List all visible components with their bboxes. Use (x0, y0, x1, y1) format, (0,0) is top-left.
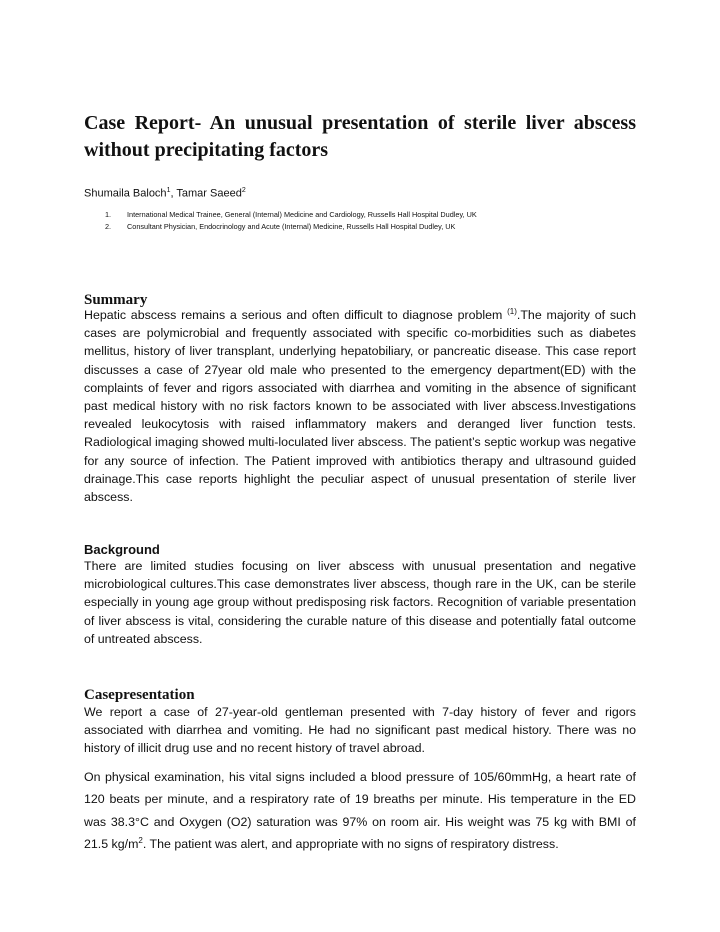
citation-reference: (1) (507, 306, 517, 316)
affiliation-text: Consultant Physician, Endocrinology and Acute (Internal) Medicine, Russells Hall Hospital Dudley, UK (127, 222, 456, 231)
affiliation-number: 2. (105, 222, 112, 231)
affiliation-list (84, 209, 644, 233)
author-line (84, 184, 246, 201)
affiliation-item (84, 209, 644, 221)
background-paragraph: There are limited studies focusing on liver abscess with unusual presentation and negative microbiological cultures.This case demonstrates liver abscess, though rare in the UK, can be sterile especially in young age group without predisposing risk factors. Recognition of variable presentation of liver abscess is vital, considering the curable nature of this disease and potentially fatal outcome of untreated abscess. (84, 559, 636, 646)
affiliation-number: 1. (105, 210, 112, 219)
author-affiliation-marker: 2 (241, 187, 246, 194)
summary-text: Hepatic abscess remains a serious and often difficult to diagnose problem (84, 308, 508, 322)
summary-heading: Summary (84, 292, 148, 308)
author-name: Tamar Saeed (176, 187, 242, 200)
case-presentation-heading: Casepresentation (84, 687, 195, 703)
paper-title: Case Report- An unusual presentation of sterile liver abscess without precipitating factors (84, 112, 636, 161)
affiliation-item (84, 221, 644, 233)
author-separator: , (170, 187, 177, 200)
author-affiliation-marker: 1 (166, 187, 171, 194)
case-text: . The patient was alert, and appropriate with no signs of respiratory distress. (142, 836, 559, 851)
affiliation-text: International Medical Trainee, General (Internal) Medicine and Cardiology, Russells Hall Hospital Dudley, UK (127, 210, 477, 219)
summary-text: .The majority of such cases are polymicrobial and frequently associated with specific co-morbidities such as diabetes mellitus, history of liver transplant, underlying hepatobiliary, or pancreatic disease. This case report discusses a case of 27year old male who presented to the emergency department(ED) with the complaints of fever and rigors associated with diarrhea and vomiting in the absence of significant past medical history with no risk factors known to be associated with liver abscess.Investigations revealed leukocytosis with raised inflammatory makers and deranged liver function tests. Radiological imaging showed multi-loculated liver abscess. The patient’s septic workup was negative for any source of infection. The Patient improved with antibiotics therapy and ultrasound guided drainage.This case reports highlight the peculiar aspect of unusual presentation of sterile liver abscess. (84, 308, 636, 505)
author-name: Shumaila Baloch (84, 187, 167, 200)
case-presentation-paragraph: We report a case of 27-year-old gentleman presented with 7-day history of fever and rigors associated with diarrhea and vomiting. He had no significant past medical history. There was no history of illicit drug use and no recent history of travel abroad. (84, 705, 636, 756)
superscript: 2 (138, 835, 143, 845)
case-presentation-paragraph (84, 766, 636, 855)
summary-paragraph (84, 306, 636, 506)
background-heading: Background (84, 542, 160, 557)
case-text: On physical examination, his vital signs included a blood pressure of 105/60mmHg, a heart rate of 120 beats per minute, and a respiratory rate of 19 breaths per minute. His temperature in the ED was 38.3°C and Oxygen (O2) saturation was 97% on room air. His weight was 75 kg with BMI of 21.5 kg/m (84, 770, 636, 851)
